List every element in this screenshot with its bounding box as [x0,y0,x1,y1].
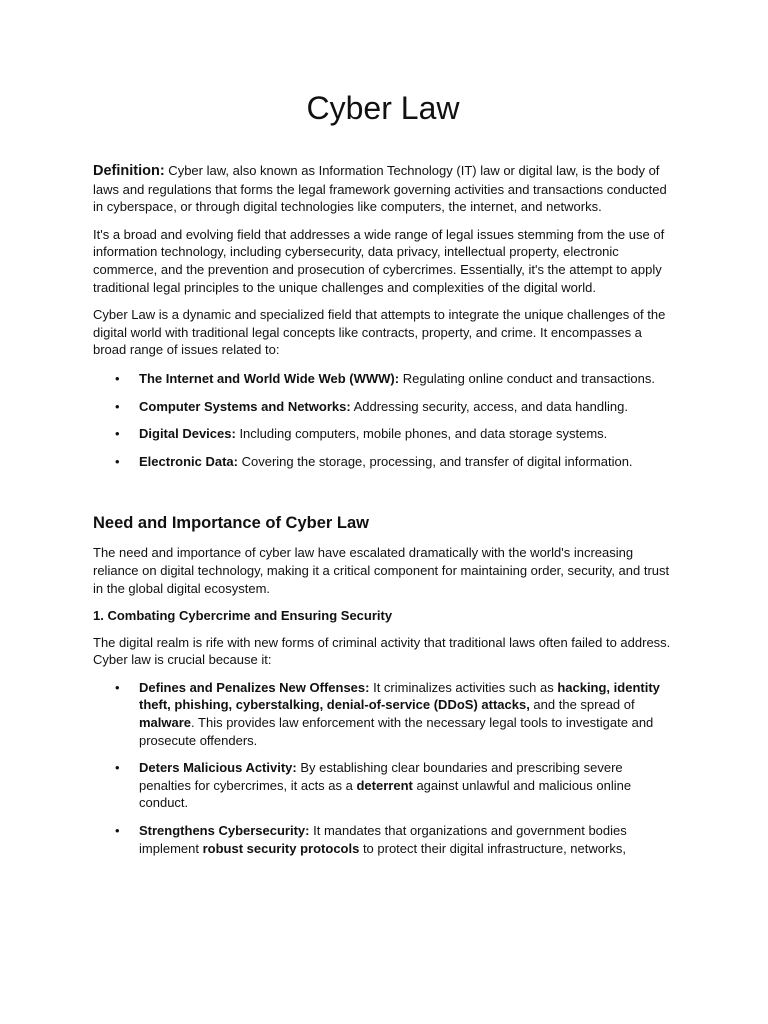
list-item [93,759,673,812]
list-item-text: Including computers, mobile phones, and data storage systems. [235,426,608,442]
list-item-label: Computer Systems and Networks: [139,398,351,414]
definition-text: Cyber law, also known as Information Technology (IT) law or digital law, is the body of laws and regulations that forms the legal framework governing activities and transactions conducted in cyberspace, or through digital technologies like computers, the internet, and networks. [93,163,667,215]
list-item-text: . This provides law enforcement with the necessary legal tools to investigate and prosecute offenders. [139,715,654,748]
subsection-heading: 1. Combating Cybercrime and Ensuring Security [93,608,393,624]
section-heading: Need and Importance of Cyber Law [93,514,369,533]
list-item-text: against unlawful and malicious online conduct. [139,777,632,811]
list-item-emphasis: malware [139,715,192,731]
page-title: Cyber Law [306,90,460,126]
list-item-label: Digital Devices: [139,426,236,442]
list-item [93,453,673,471]
list-item-text: to protect their digital infrastructure, networks, [359,840,626,856]
list-item-text: Regulating online conduct and transactions. [399,370,655,386]
list-item [93,370,673,388]
list-item [93,425,673,443]
dynamic-field-paragraph: Cyber Law is a dynamic and specialized field that attempts to integrate the unique challenges of the digital world with traditional legal concepts like contracts, property, and crime. It encompasses a broad range of issues related to: [93,307,666,358]
list-item-text: Covering the storage, processing, and transfer of digital information. [237,453,633,469]
scope-paragraph: It's a broad and evolving field that addresses a wide range of legal issues stemming from the use of information technology, including cybersecurity, data privacy, intellectual property, electronic commerce, and the prevention and prosecution of cybercrimes. Essentially, it's the attempt to apply traditional legal principles to the unique challenges and complexities of the digital world. [93,226,665,295]
list-item [93,679,673,749]
list-item-text: By establishing clear boundaries and prescribing severe penalties for cybercrimes, it acts as a [139,760,623,793]
list-item-text: Addressing security, access, and data handling. [350,398,628,414]
list-item-label: Defines and Penalizes New Offenses: [139,679,370,695]
issues-list [93,370,673,470]
list-item-label: Strengthens Cybersecurity: [139,823,310,839]
reasons-list [93,679,673,857]
definition-label: Definition: [93,163,165,179]
list-item-text: It criminalizes activities such as [369,679,558,695]
list-item [93,822,673,857]
list-item-text: and the spread of [529,697,635,713]
list-item-emphasis: hacking, identity theft, phishing, cyberstalking, denial-of-service (DDoS) attacks, [139,679,660,713]
list-item-emphasis: deterrent [356,777,413,793]
definition-paragraph [93,162,673,216]
list-item-text: It mandates that organizations and government bodies implement [139,823,627,856]
section-intro-paragraph: The need and importance of cyber law have escalated dramatically with the world's increasing reliance on digital technology, making it a critical component for maintaining order, security, and trust in the global digital ecosystem. [93,545,670,596]
list-item-emphasis: robust security protocols [202,840,360,856]
list-item-label: Electronic Data: [139,453,238,469]
list-item-label: Deters Malicious Activity: [139,760,297,776]
list-item [93,398,673,416]
list-item-label: The Internet and World Wide Web (WWW): [139,370,400,386]
subsection-intro-paragraph: The digital realm is rife with new forms of criminal activity that traditional laws often failed to address. Cyber law is crucial because it: [93,634,671,668]
